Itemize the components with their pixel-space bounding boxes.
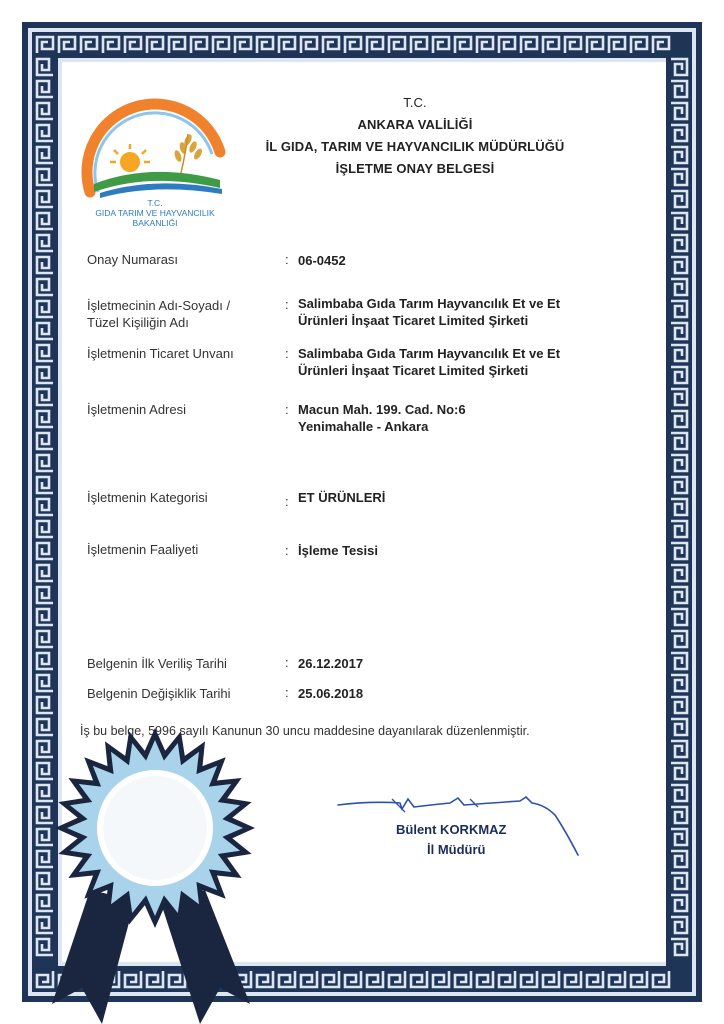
- change-date-label: Belgenin Değişiklik Tarihi: [87, 686, 231, 701]
- trade-name-value-2: Ürünleri İnşaat Ticaret Limited Şirketi: [298, 363, 529, 378]
- colon: :: [285, 346, 289, 361]
- category-value: ET ÜRÜNLERİ: [298, 490, 386, 505]
- approval-number-label: Onay Numarası: [87, 252, 179, 267]
- colon: :: [285, 297, 289, 312]
- approval-number-value: 06-0452: [298, 253, 346, 268]
- colon: :: [285, 543, 289, 558]
- header-tc: T.C.: [403, 95, 427, 110]
- logo-line-3: BAKANLIĞI: [132, 218, 178, 228]
- operator-name-value-1: Salimbaba Gıda Tarım Hayvancılık Et ve Et: [298, 296, 561, 311]
- colon: :: [285, 685, 289, 700]
- colon: :: [285, 402, 289, 417]
- address-label: İşletmenin Adresi: [87, 402, 186, 417]
- first-issue-value: 26.12.2017: [298, 656, 364, 671]
- address-value-1: Macun Mah. 199. Cad. No:6: [298, 402, 466, 417]
- header-directorate: İL GIDA, TARIM VE HAYVANCILIK MÜDÜRLÜĞÜ: [265, 139, 565, 154]
- activity-label: İşletmenin Faaliyeti: [87, 542, 199, 557]
- colon: :: [285, 252, 289, 267]
- operator-name-label-1: İşletmecinin Adı-Soyadı /: [87, 298, 231, 313]
- ministry-logo: [80, 92, 230, 202]
- signatory-name: Bülent KORKMAZ: [396, 822, 507, 837]
- logo-line-2: GIDA TARIM VE HAYVANCILIK: [95, 208, 215, 218]
- trade-name-label: İşletmenin Ticaret Unvanı: [87, 346, 234, 361]
- trade-name-value-1: Salimbaba Gıda Tarım Hayvancılık Et ve Et: [298, 346, 561, 361]
- page-title: İŞLETME ONAY BELGESİ: [335, 161, 495, 176]
- signatory-title: İl Müdürü: [427, 842, 486, 857]
- official-seal: [40, 720, 270, 1024]
- activity-value: İşleme Tesisi: [298, 543, 378, 558]
- operator-name-value-2: Ürünleri İnşaat Ticaret Limited Şirketi: [298, 313, 529, 328]
- colon: :: [285, 494, 289, 509]
- category-label: İşletmenin Kategorisi: [87, 490, 208, 505]
- header-governorship: ANKARA VALİLİĞİ: [357, 117, 473, 132]
- address-value-2: Yenimahalle - Ankara: [298, 419, 429, 434]
- change-date-value: 25.06.2018: [298, 686, 364, 701]
- legal-basis-note: İş bu belge, 5996 sayılı Kanunun 30 uncu maddesine dayanılarak düzenlenmiştir.: [80, 724, 530, 738]
- first-issue-label: Belgenin İlk Veriliş Tarihi: [87, 656, 227, 671]
- operator-name-label-2: Tüzel Kişiliğin Adı: [87, 315, 189, 330]
- colon: :: [285, 655, 289, 670]
- logo-line-1: T.C.: [147, 198, 163, 208]
